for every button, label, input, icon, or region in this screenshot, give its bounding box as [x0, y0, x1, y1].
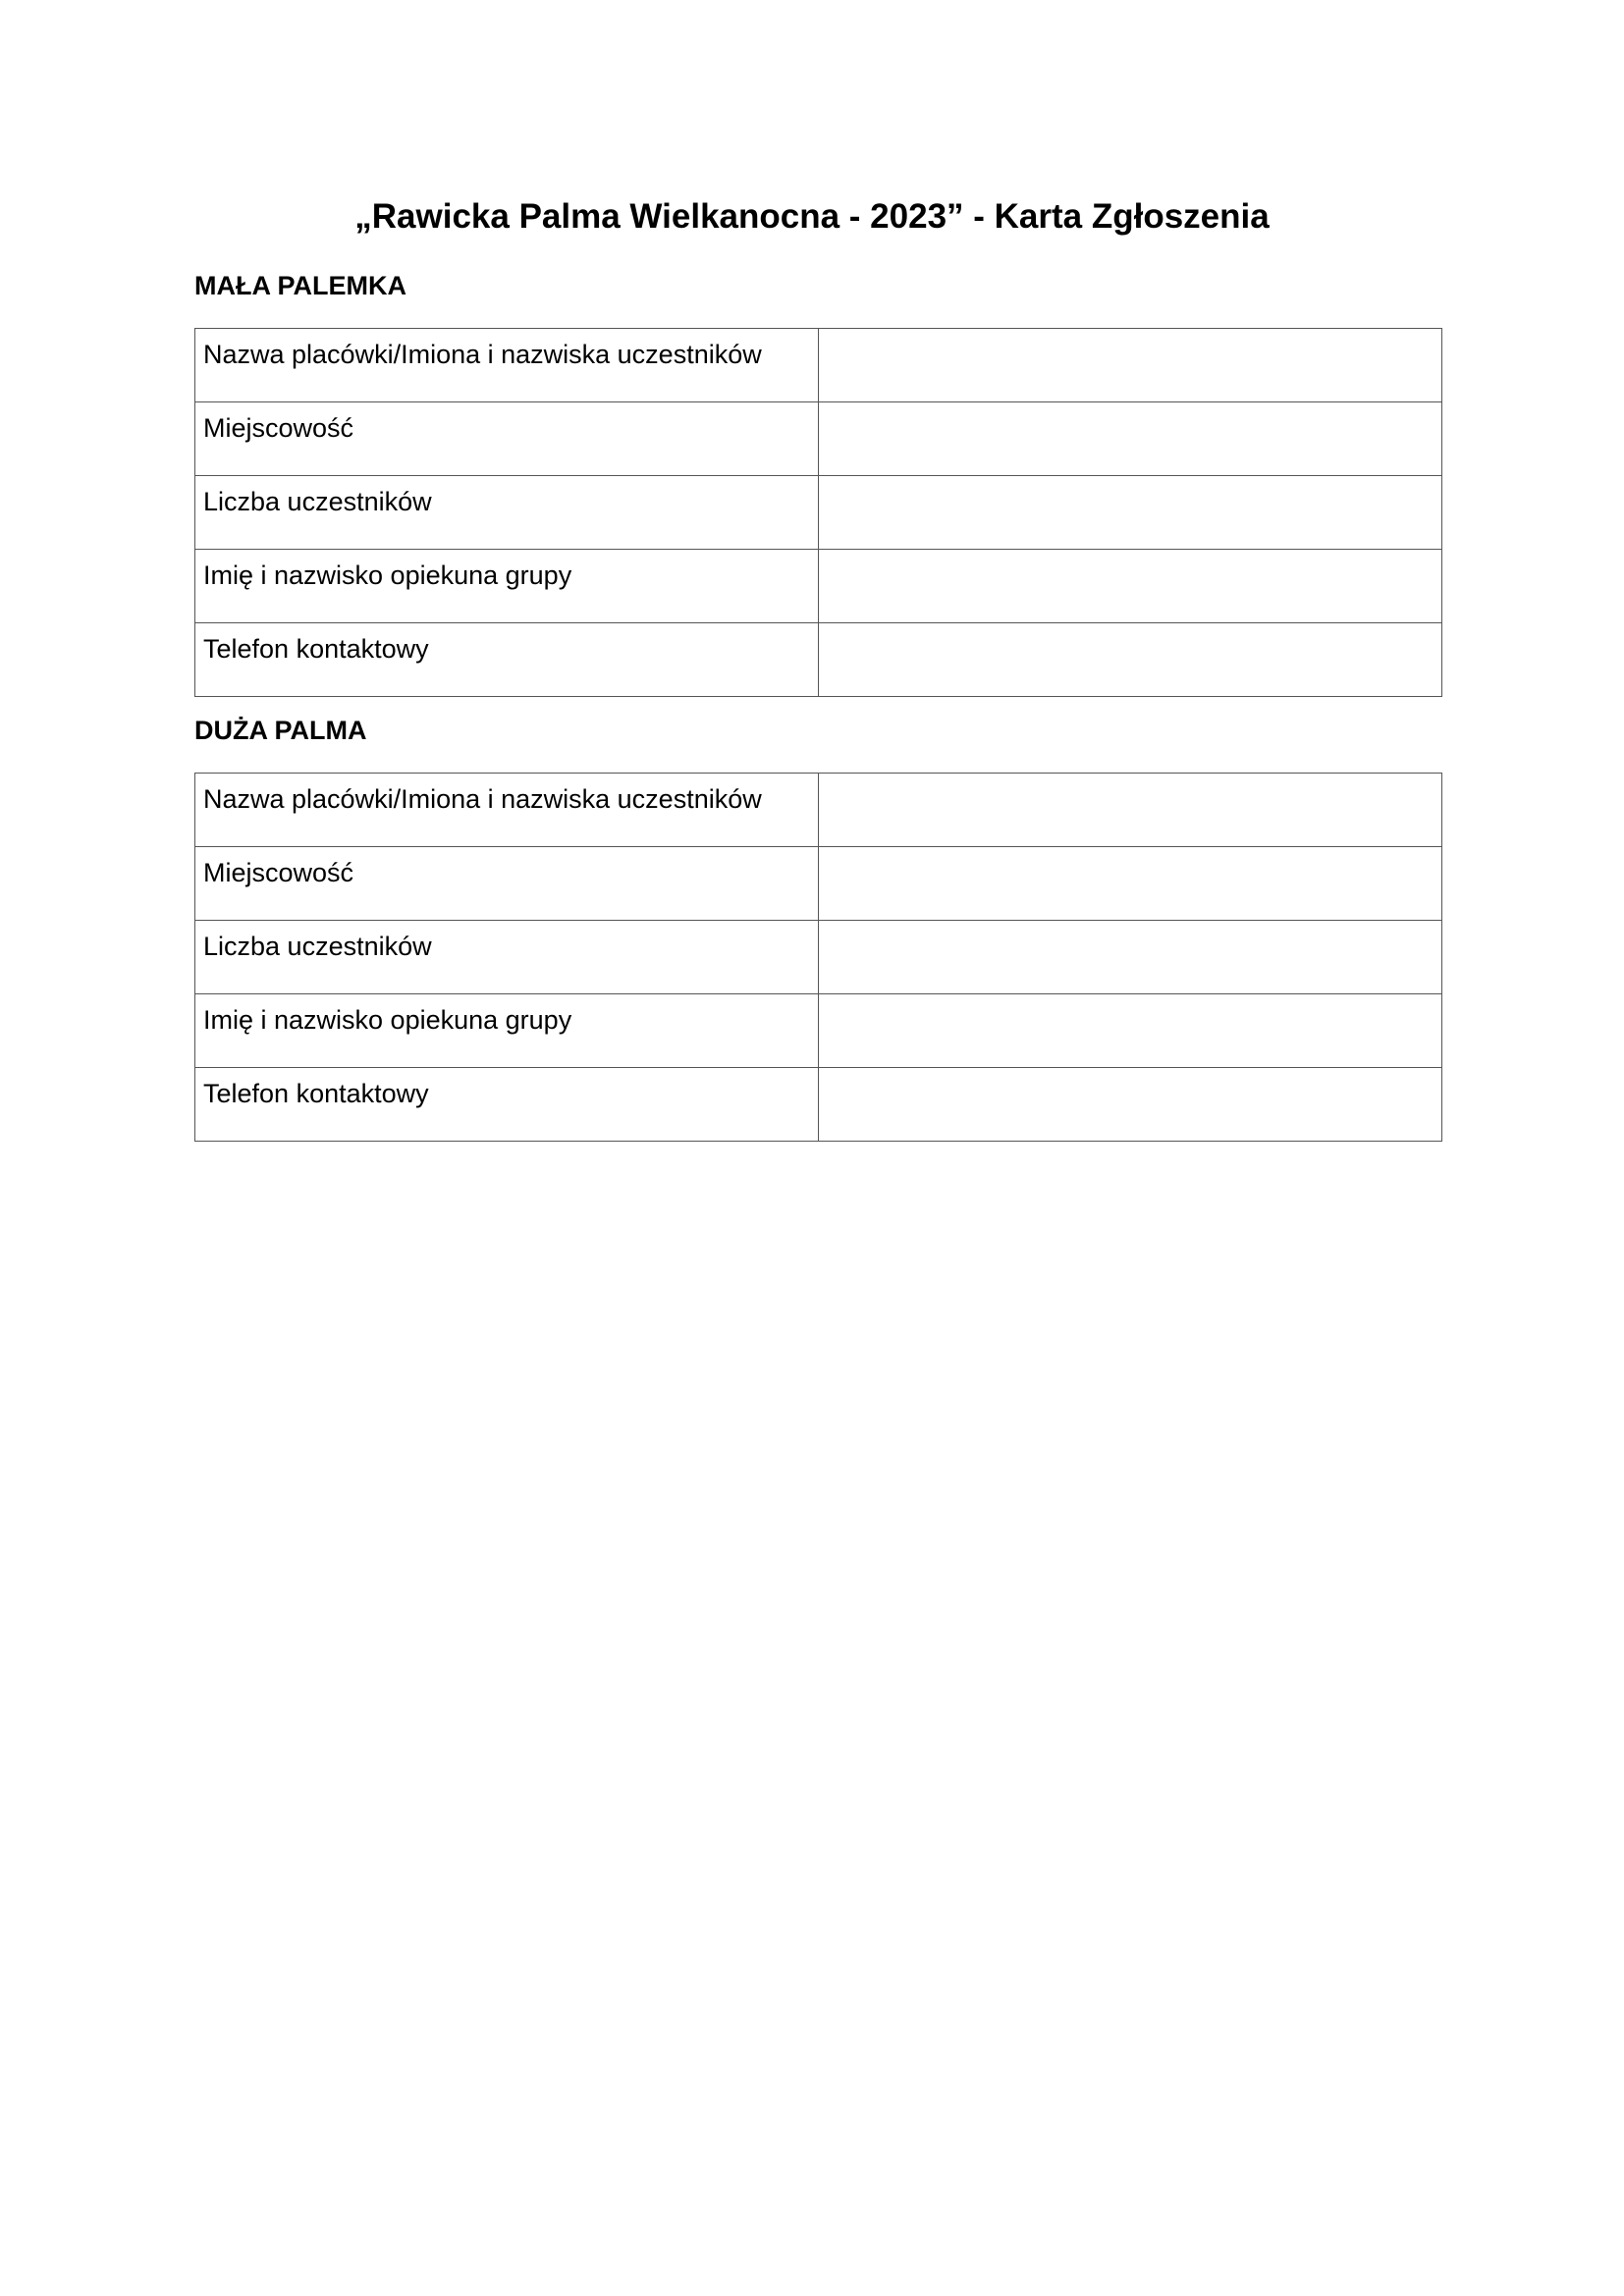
row-label: Telefon kontaktowy — [195, 1068, 819, 1142]
table-row — [195, 550, 1442, 623]
table-row — [195, 774, 1442, 847]
row-value-field[interactable] — [819, 1068, 1442, 1142]
table-row — [195, 994, 1442, 1068]
table-row — [195, 1068, 1442, 1142]
row-value-field[interactable] — [819, 774, 1442, 847]
table-row — [195, 476, 1442, 550]
row-label: Nazwa placówki/Imiona i nazwiska uczestników — [195, 329, 819, 402]
row-label: Liczba uczestników — [195, 476, 819, 550]
row-value-field[interactable] — [819, 329, 1442, 402]
table-row — [195, 329, 1442, 402]
row-label: Imię i nazwisko opiekuna grupy — [195, 550, 819, 623]
row-label: Imię i nazwisko opiekuna grupy — [195, 994, 819, 1068]
row-value-field[interactable] — [819, 623, 1442, 697]
row-value-field[interactable] — [819, 550, 1442, 623]
table-row — [195, 402, 1442, 476]
row-label: Miejscowość — [195, 402, 819, 476]
row-label: Telefon kontaktowy — [195, 623, 819, 697]
table-row — [195, 623, 1442, 697]
row-value-field[interactable] — [819, 921, 1442, 994]
page-title: „Rawicka Palma Wielkanocna - 2023” - Karta Zgłoszenia — [354, 197, 1270, 236]
row-label: Nazwa placówki/Imiona i nazwiska uczestników — [195, 774, 819, 847]
table-row — [195, 847, 1442, 921]
table-row — [195, 921, 1442, 994]
row-label: Liczba uczestników — [195, 921, 819, 994]
row-value-field[interactable] — [819, 847, 1442, 921]
form-table-duza-palma — [194, 773, 1442, 1142]
row-label: Miejscowość — [195, 847, 819, 921]
form-table-mala-palemka — [194, 328, 1442, 697]
row-value-field[interactable] — [819, 994, 1442, 1068]
row-value-field[interactable] — [819, 476, 1442, 550]
section-heading-mala-palemka: MAŁA PALEMKA — [194, 271, 406, 300]
section-heading-duza-palma: DUŻA PALMA — [194, 716, 367, 745]
row-value-field[interactable] — [819, 402, 1442, 476]
